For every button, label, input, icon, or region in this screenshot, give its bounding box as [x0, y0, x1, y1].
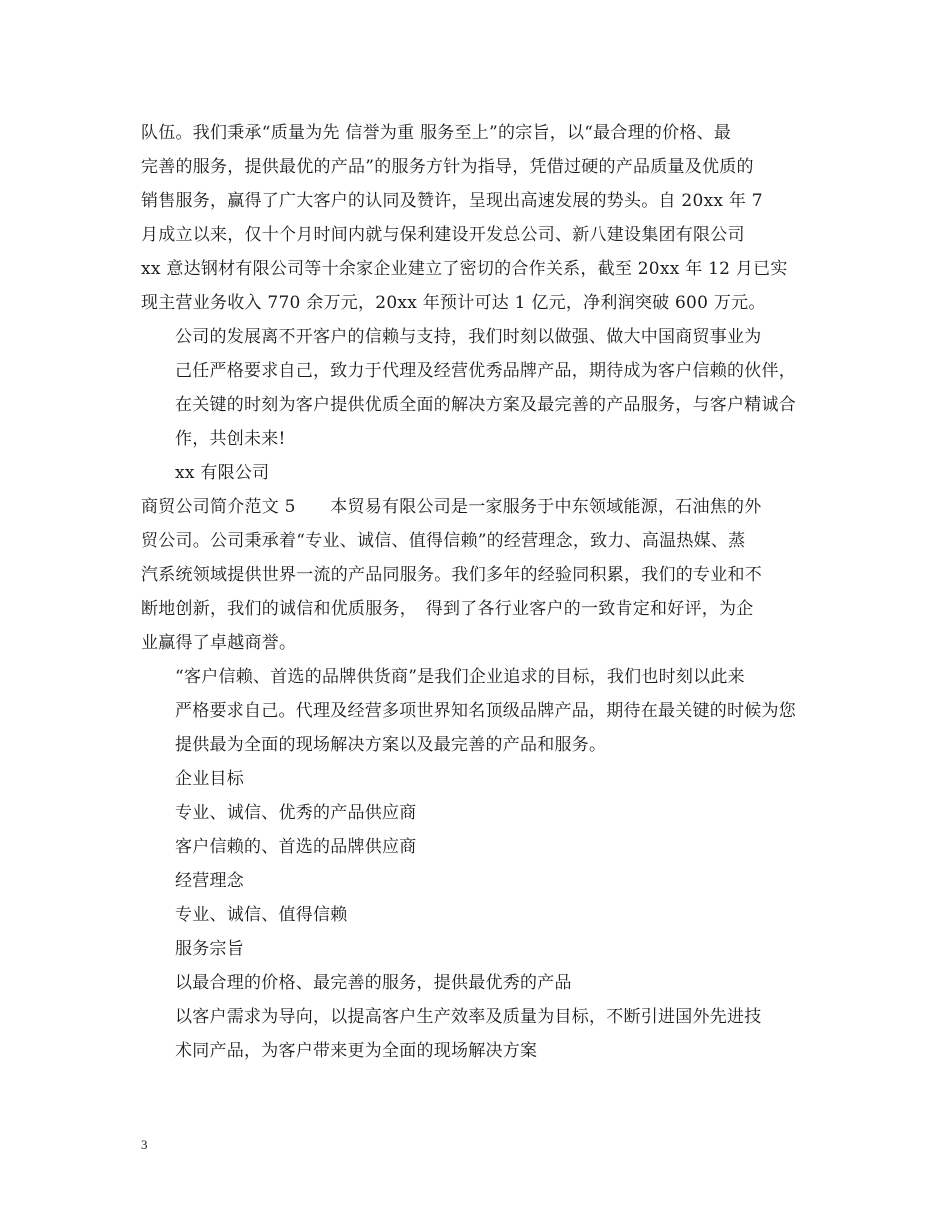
list-item-service-1: [141, 966, 816, 1000]
text-line: 作，共创未来!: [175, 429, 286, 449]
text-line: 汽系统领域提供世界一流的产品同服务。我们多年的经验同积累，我们的专业和不: [141, 565, 762, 585]
paragraph-company-goal: [141, 660, 816, 762]
list-item-goal-2: [141, 830, 816, 864]
text-line: 业赢得了卓越商誉。: [141, 633, 297, 653]
text-line: xx 意达钢材有限公司等十余家企业建立了密切的合作关系，截至 20xx 年 12 月已实: [141, 259, 788, 279]
paragraph-signature-company: [141, 456, 816, 490]
text-line: 现主营业务收入 770 余万元，20xx 年预计可达 1 亿元，净利润突破 600 万元。: [141, 293, 766, 313]
text-line: 经营理念: [175, 871, 244, 891]
text-line: 队伍。我们秉承“质量为先 信誉为重 服务至上”的宗旨，以“最合理的价格、最: [141, 123, 732, 143]
section-heading-business-philosophy: [141, 864, 816, 898]
paragraph-sample-5-intro: [141, 490, 816, 660]
text-line: 贸公司。公司秉承着“专业、诚信、值得信赖”的经营理念，致力、高温热媒、蒸: [141, 531, 746, 551]
text-line: 在关键的时刻为客户提供优质全面的解决方案及最完善的产品服务，与客户精诚合: [175, 395, 796, 415]
list-item-service-2: [141, 1000, 816, 1068]
text-line: xx 有限公司: [175, 463, 270, 483]
text-line: 断地创新，我们的诚信和优质服务， 得到了各行业客户的一致肯定和好评，为企: [141, 599, 754, 619]
text-line: 企业目标: [175, 769, 244, 789]
text-line: 己任严格要求自己，致力于代理及经营优秀品牌产品，期待成为客户信赖的伙伴，: [175, 361, 796, 381]
text-line: 销售服务，赢得了广大客户的认同及赞许，呈现出高速发展的势头。自 20xx 年 7: [141, 191, 763, 211]
text-line: 公司的发展离不开客户的信赖与支持，我们时刻以做强、做大中国商贸事业为: [175, 327, 762, 347]
text-line: “客户信赖、首选的品牌供货商”是我们企业追求的目标，我们也时刻以此来: [175, 667, 745, 687]
section-heading-enterprise-goal: [141, 762, 816, 796]
text-line: 以客户需求为导向，以提高客户生产效率及质量为目标，不断引进国外先进技: [175, 1007, 762, 1027]
text-line: 严格要求自己。代理及经营多项世界知名顶级品牌产品，期待在最关键的时候为您: [175, 701, 796, 721]
text-line: 完善的服务，提供最优的产品”的服务方针为指导，凭借过硬的产品质量及优质的: [141, 157, 754, 177]
list-item-philosophy: [141, 898, 816, 932]
text-line: 术同产品，为客户带来更为全面的现场解决方案: [175, 1041, 538, 1061]
page-number: 3: [141, 1137, 148, 1152]
text-line: 月成立以来，仅十个月时间内就与保利建设开发总公司、新八建设集团有限公司: [141, 225, 745, 245]
text-line: 以最合理的价格、最完善的服务，提供最优秀的产品: [175, 973, 572, 993]
paragraph-company-development: [141, 320, 816, 456]
text-line: 专业、诚信、优秀的产品供应商: [175, 803, 417, 823]
text-line: 商贸公司简介范文 5 本贸易有限公司是一家服务于中东领域能源，石油焦的外: [141, 497, 762, 517]
document-body: [141, 116, 816, 1068]
list-item-goal-1: [141, 796, 816, 830]
text-line: 专业、诚信、值得信赖: [175, 905, 348, 925]
paragraph-company-history: [141, 116, 816, 320]
text-line: 服务宗旨: [175, 939, 244, 959]
text-line: 客户信赖的、首选的品牌供应商: [175, 837, 417, 857]
text-line: 提供最为全面的现场解决方案以及最完善的产品和服务。: [175, 735, 607, 755]
section-heading-service-purpose: [141, 932, 816, 966]
